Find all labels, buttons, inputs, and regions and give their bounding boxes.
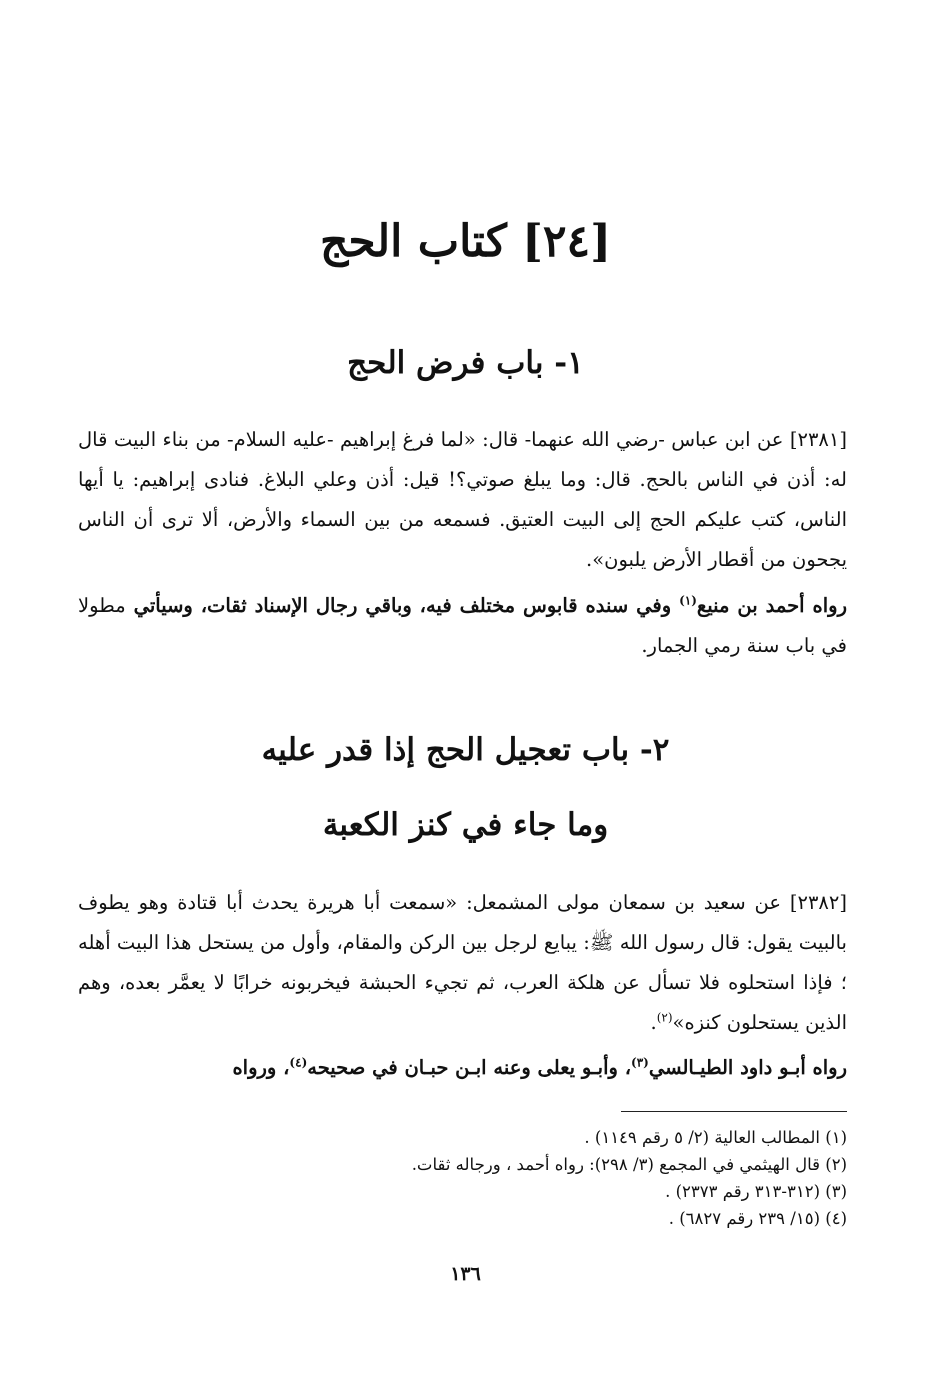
footnote-item: (٣) (٣١٢-٣١٣ رقم ٢٣٧٣) . xyxy=(665,1182,847,1201)
footnote-ref[interactable]: (٣) xyxy=(631,1055,649,1070)
hadith-text: عن سعيد بن سمعان مولى المشمعل: «سمعت أبا هريرة يحدث أبا قتادة وهو يطوف بالبيت يقول: قال رسول الله ﷺ: يبايع لرجل بين الركن والمقام، وأول من يستحل هذا البيت أهله ؛ فإذا استحلوه فلا تسأل عن هلكة العرب، ثم تجيء الحبشة فيخربونه خرابًا لا يعمَّر بعده، وهم الذين يستحلون كنزه» xyxy=(78,891,847,1034)
grading-text: وفي سنده قابوس مختلف فيه، وباقي رجال الإسناد ثقات، وسيأتي xyxy=(133,594,680,617)
footnotes-list xyxy=(300,1124,847,1232)
chapter-2-title-line1: ٢- باب تعجيل الحج إذا قدر عليه xyxy=(261,732,670,768)
chapter-2-title-line2: وما جاء في كنز الكعبة xyxy=(322,807,609,843)
hadith-number: [٢٣٨٢] xyxy=(789,891,847,914)
hadith-number: [٢٣٨١] xyxy=(789,428,847,451)
footnote-item: (٤) (١٥/ ٢٣٩ رقم ٦٨٢٧) . xyxy=(668,1209,847,1228)
hadith-2382-grading xyxy=(78,1048,847,1088)
footnote-ref[interactable]: (٤) xyxy=(289,1055,308,1070)
chapter-1-title: ١- باب فرض الحج xyxy=(347,345,584,381)
grading-text: رواه أبـو داود الطيـالسي xyxy=(648,1056,847,1079)
hadith-2382 xyxy=(78,883,847,1043)
grading-text: ، ورواه xyxy=(232,1056,290,1079)
footnote-item: (٢) قال الهيثمي في المجمع (٣/ ٢٩٨): رواه أحمد ، ورجاله ثقات. xyxy=(411,1155,847,1174)
footnote-item: (١) المطالب العالية (٢/ ٥ رقم ١١٤٩) . xyxy=(584,1128,847,1147)
footnote-ref[interactable]: (٢) xyxy=(656,1010,673,1025)
hadith-text-end: . xyxy=(650,1011,657,1034)
grading-text: ، وأبـو يعلى وعنه ابـن حبـان في صحيحه xyxy=(307,1056,632,1079)
footnote-ref[interactable]: (١) xyxy=(679,593,697,608)
hadith-text: عن ابن عباس -رضي الله عنهما- قال: «لما فرغ إبراهيم -عليه السلام- من بناء البيت قال له: أذن في الناس بالحج. قال: وما يبلغ صوتي؟! قيل: أذن وعلي البلاغ. فنادى إبراهيم: يا أيها الناس، كتب عليكم الحج إلى البيت العتيق. فسمعه من بين السماء والأرض، ألا ترى أن الناس يجحون من أقطار الأرض يلبون». xyxy=(78,428,847,571)
hadith-2381 xyxy=(78,420,847,580)
grading-text: رواه أحمد بن منيع xyxy=(696,594,847,617)
footnote-divider xyxy=(621,1111,847,1112)
hadith-2381-grading xyxy=(78,586,847,666)
page-number: ١٣٦ xyxy=(450,1263,481,1285)
book-title: [٢٤] كتاب الحج xyxy=(319,216,612,267)
grading-text: مطولا في باب سنة رمي الجمار. xyxy=(78,594,847,657)
